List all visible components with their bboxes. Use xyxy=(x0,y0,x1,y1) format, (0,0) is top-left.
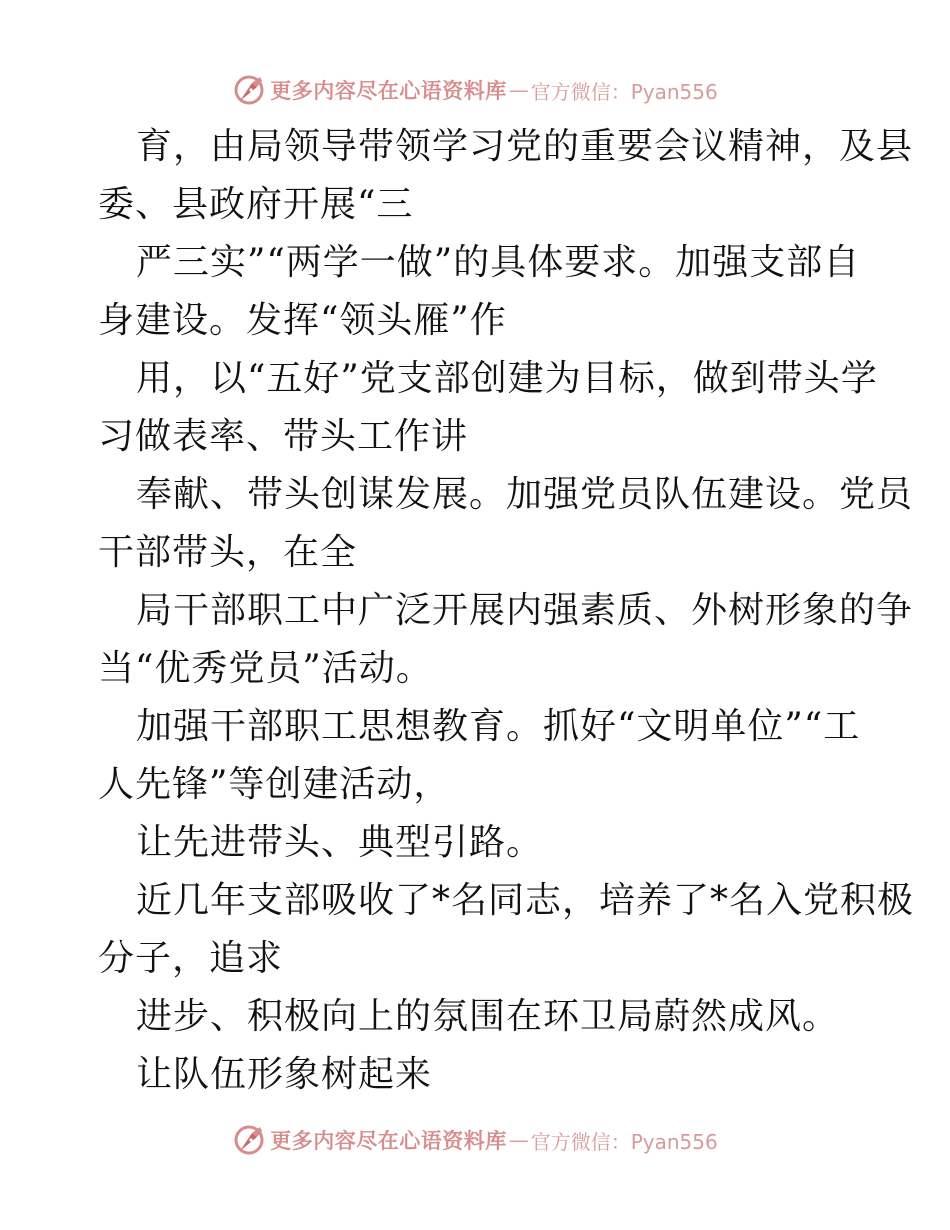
body-line-5: 用，以“五好”党支部创建为目标，做到带头学 xyxy=(136,358,878,399)
body-line-3: 严三实”“两学一做”的具体要求。加强支部自 xyxy=(136,242,861,283)
body-line-14: 近几年支部吸收了*名同志，培养了*名入党积极 xyxy=(136,880,915,921)
body-line-1: 育，由局领导带领学习党的重要会议精神，及县 xyxy=(136,126,914,167)
body-line-15: 分子，追求 xyxy=(98,938,284,979)
pen-nib-circle-icon xyxy=(232,73,266,107)
footer-watermark-banner xyxy=(0,1120,950,1160)
body-line-13: 让先进带头、典型引路。 xyxy=(136,822,544,863)
document-body xyxy=(98,118,915,1104)
body-line-17: 让队伍形象树起来 xyxy=(136,1054,433,1095)
body-line-12: 人先锋”等创建活动， xyxy=(98,764,451,805)
footer-banner-text: 更多内容尽在心语资料库 xyxy=(270,1128,507,1153)
footer-banner-contact: 官方微信：Pyan556 xyxy=(530,1129,718,1154)
pen-nib-circle-icon xyxy=(232,1123,266,1157)
header-banner-contact: 官方微信：Pyan556 xyxy=(530,79,718,104)
body-line-4: 身建设。发挥“领头雁”作 xyxy=(98,300,507,341)
body-line-9: 局干部职工中广泛开展内强素质、外树形象的争 xyxy=(136,590,914,631)
body-line-2: 委、县政府开展“三 xyxy=(98,184,414,225)
body-line-8: 干部带头，在全 xyxy=(98,532,358,573)
body-line-10: 当“优秀党员”活动。 xyxy=(98,648,433,689)
body-line-16: 进步、积极向上的氛围在环卫局蔚然成风。 xyxy=(136,996,840,1037)
body-line-6: 习做表率、带头工作讲 xyxy=(98,416,469,457)
header-watermark-banner xyxy=(0,70,950,110)
body-line-11: 加强干部职工思想教育。抓好“文明单位”“工 xyxy=(136,706,861,747)
footer-banner-separator: — xyxy=(508,1128,529,1152)
header-banner-separator: — xyxy=(508,78,529,102)
body-line-7: 奉献、带头创谋发展。加强党员队伍建设。党员 xyxy=(136,474,914,515)
header-banner-text: 更多内容尽在心语资料库 xyxy=(270,78,507,103)
